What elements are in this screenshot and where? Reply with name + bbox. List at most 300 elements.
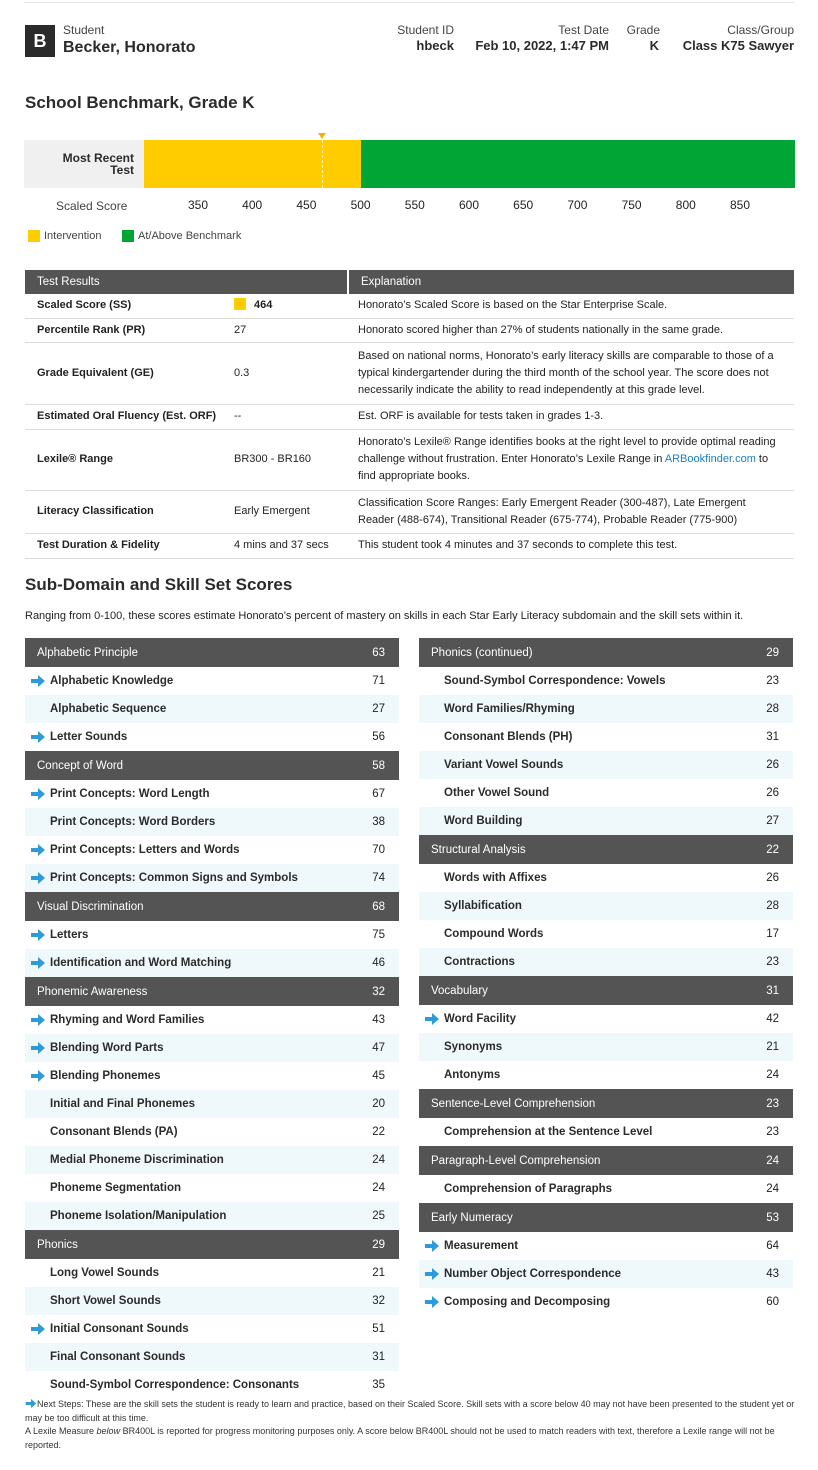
skill-label: Print Concepts: Word Borders xyxy=(50,816,216,828)
skill-name xyxy=(425,1268,621,1280)
subdomain-column-left xyxy=(25,638,399,1399)
legend-benchmark xyxy=(122,230,241,242)
skill-name xyxy=(425,815,522,827)
axis-tick-label: 700 xyxy=(567,198,588,212)
skill-score: 38 xyxy=(372,816,385,828)
arrow-slot xyxy=(425,1013,444,1025)
skill-score: 51 xyxy=(372,1323,385,1335)
skill-name xyxy=(425,1126,652,1138)
next-steps-arrow-icon xyxy=(425,1240,439,1252)
results-row-oral-fluency xyxy=(25,404,794,429)
arrow-slot xyxy=(425,1296,444,1308)
skill-score: 31 xyxy=(372,1351,385,1363)
arrow-slot xyxy=(425,787,444,799)
result-value: BR300 - BR160 xyxy=(230,429,348,490)
arrow-slot xyxy=(425,731,444,743)
next-steps-arrow-icon xyxy=(425,1013,439,1025)
subdomain-name: Early Numeracy xyxy=(431,1211,513,1224)
skill-row xyxy=(25,836,399,864)
skill-score: 23 xyxy=(766,675,779,687)
subdomain-header-structural-analysis xyxy=(419,835,793,864)
subdomain-name: Phonics xyxy=(37,1238,78,1251)
skill-score: 26 xyxy=(766,787,779,799)
skill-name xyxy=(425,1013,516,1025)
skill-name xyxy=(31,844,240,856)
result-explanation: Based on national norms, Honorato’s early literacy skills are comparable to those of a typical kindergartender during the third month of the school year. The score does not necessarily indicate the ability to read independently at this grade level. xyxy=(348,342,794,404)
result-value: 0.3 xyxy=(230,342,348,404)
skill-name xyxy=(425,703,575,715)
result-explanation: Est. ORF is available for tests taken in grades 1-3. xyxy=(348,404,794,429)
skill-name xyxy=(31,1182,181,1194)
result-explanation: Classification Score Ranges: Early Emergent Reader (300-487), Late Emergent Reader (488-674), Transitional Reader (675-774), Probable Reader (775-900) xyxy=(348,490,794,533)
skill-score: 28 xyxy=(766,703,779,715)
skill-score: 27 xyxy=(372,703,385,715)
skill-score: 45 xyxy=(372,1070,385,1082)
skill-row xyxy=(419,807,793,835)
skill-score: 64 xyxy=(766,1240,779,1252)
next-steps-arrow-icon xyxy=(31,1323,45,1335)
arrow-slot xyxy=(31,872,50,884)
skill-label: Comprehension of Paragraphs xyxy=(444,1183,613,1195)
skill-score: 32 xyxy=(372,1295,385,1307)
skill-label: Antonyms xyxy=(444,1069,501,1081)
skill-score: 71 xyxy=(372,675,385,687)
skill-label: Synonyms xyxy=(444,1041,503,1053)
skill-row xyxy=(25,1343,399,1371)
skill-score: 23 xyxy=(766,1126,779,1138)
skill-score: 28 xyxy=(766,900,779,912)
skill-score: 56 xyxy=(372,731,385,743)
skill-name xyxy=(425,956,515,968)
next-steps-arrow-icon xyxy=(31,731,45,743)
test-results-table xyxy=(25,270,794,559)
result-value: Early Emergent xyxy=(230,490,348,533)
next-steps-arrow-icon xyxy=(31,1070,45,1082)
skill-score: 24 xyxy=(372,1154,385,1166)
skill-label: Medial Phoneme Discrimination xyxy=(50,1154,224,1166)
skill-score: 42 xyxy=(766,1013,779,1025)
skill-score: 21 xyxy=(766,1041,779,1053)
skill-label: Initial and Final Phonemes xyxy=(50,1098,196,1110)
result-label: Percentile Rank (PR) xyxy=(25,318,230,342)
skill-score: 31 xyxy=(766,731,779,743)
footnote-lexile xyxy=(25,1425,795,1452)
subdomain-name: Sentence-Level Comprehension xyxy=(431,1097,596,1110)
subdomain-header-concept-of-word xyxy=(25,751,399,780)
skill-row xyxy=(25,1006,399,1034)
skill-row xyxy=(419,1005,793,1033)
intervention-band xyxy=(144,140,361,188)
subdomain-name: Vocabulary xyxy=(431,984,488,997)
result-value: 27 xyxy=(230,318,348,342)
skill-name xyxy=(425,675,666,687)
skill-row xyxy=(419,1118,793,1146)
next-steps-arrow-icon xyxy=(31,872,45,884)
subdomain-group xyxy=(419,976,793,1089)
skill-name xyxy=(425,1041,502,1053)
skill-row xyxy=(419,667,793,695)
skill-label: Long Vowel Sounds xyxy=(50,1267,160,1279)
axis-tick-label: 750 xyxy=(621,198,642,212)
score-marker-triangle xyxy=(318,133,326,139)
skill-row xyxy=(419,1061,793,1089)
arrow-slot xyxy=(31,1014,50,1026)
skill-score: 24 xyxy=(766,1183,779,1195)
subdomain-header-alphabetic-principle xyxy=(25,638,399,667)
skill-label: Contractions xyxy=(444,956,515,968)
arrow-slot xyxy=(31,844,50,856)
skill-name xyxy=(425,1069,500,1081)
skill-score: 75 xyxy=(372,929,385,941)
skill-label: Short Vowel Sounds xyxy=(50,1295,161,1307)
subdomain-score: 63 xyxy=(372,646,385,659)
skill-label: Alphabetic Knowledge xyxy=(50,675,174,687)
skill-score: 60 xyxy=(766,1296,779,1308)
skill-name xyxy=(31,1014,204,1026)
subdomain-header-phonics xyxy=(25,1230,399,1259)
result-label: Estimated Oral Fluency (Est. ORF) xyxy=(25,404,230,429)
arrow-slot xyxy=(425,1240,444,1252)
skill-score: 35 xyxy=(372,1379,385,1391)
arrow-slot xyxy=(31,1182,50,1194)
skill-row xyxy=(25,864,399,892)
benchmark-title: School Benchmark, Grade K xyxy=(25,93,255,112)
subdomain-score: 22 xyxy=(766,843,779,856)
arrow-slot xyxy=(31,1042,50,1054)
skill-score: 46 xyxy=(372,957,385,969)
skill-row xyxy=(25,1034,399,1062)
arrow-slot xyxy=(425,956,444,968)
arrow-slot xyxy=(425,1268,444,1280)
skill-name xyxy=(31,1210,226,1222)
skill-row xyxy=(419,920,793,948)
subdomain-score: 29 xyxy=(766,646,779,659)
skill-label: Comprehension at the Sentence Level xyxy=(444,1126,653,1138)
lexile-explanation-post: to find appropriate books. xyxy=(358,453,769,482)
subdomain-header-sentence-level-comprehension xyxy=(419,1089,793,1118)
axis-tick-label: 400 xyxy=(242,198,263,212)
skill-label: Phoneme Segmentation xyxy=(50,1182,181,1194)
footnote-lexile-pre: A Lexile Measure xyxy=(25,1426,97,1436)
result-explanation: Honorato scored higher than 27% of students nationally in the same grade. xyxy=(348,318,794,342)
subdomain-name: Structural Analysis xyxy=(431,843,526,856)
next-steps-arrow-icon xyxy=(31,844,45,856)
subdomain-score: 53 xyxy=(766,1211,779,1224)
arrow-slot xyxy=(425,872,444,884)
skill-label: Syllabification xyxy=(444,900,522,912)
subdomain-header-paragraph-level-comprehension xyxy=(419,1146,793,1175)
axis-tick-label: 650 xyxy=(513,198,534,212)
subdomain-name: Phonemic Awareness xyxy=(37,985,148,998)
class-group-label: Class/Group xyxy=(727,23,794,37)
skill-score: 21 xyxy=(372,1267,385,1279)
subdomain-name: Phonics (continued) xyxy=(431,646,533,659)
results-header-row xyxy=(25,270,794,294)
skill-label: Measurement xyxy=(444,1240,519,1252)
subdomain-score: 32 xyxy=(372,985,385,998)
skill-label: Blending Phonemes xyxy=(50,1070,161,1082)
student-label: Student xyxy=(63,23,105,37)
top-divider xyxy=(24,2,794,3)
next-steps-arrow-icon xyxy=(31,957,45,969)
result-explanation: This student took 4 minutes and 37 seconds to complete this test. xyxy=(348,533,794,558)
arrow-slot xyxy=(31,1351,50,1363)
subdomain-group xyxy=(419,638,793,835)
skill-row xyxy=(25,1062,399,1090)
arrow-slot xyxy=(31,929,50,941)
skill-label: Rhyming and Word Families xyxy=(50,1014,205,1026)
skill-name xyxy=(425,787,549,799)
skill-row xyxy=(25,1146,399,1174)
legend-intervention xyxy=(28,230,101,242)
arrow-slot xyxy=(31,1295,50,1307)
skill-row xyxy=(419,695,793,723)
skill-row xyxy=(25,1287,399,1315)
arrow-slot xyxy=(31,1323,50,1335)
arrow-slot xyxy=(31,816,50,828)
skill-label: Compound Words xyxy=(444,928,544,940)
result-value: -- xyxy=(230,404,348,429)
result-value xyxy=(230,294,348,318)
subdomain-header-vocabulary xyxy=(419,976,793,1005)
subdomain-name: Visual Discrimination xyxy=(37,900,144,913)
skill-score: 43 xyxy=(766,1268,779,1280)
skill-label: Word Families/Rhyming xyxy=(444,703,575,715)
next-steps-arrow-icon xyxy=(31,675,45,687)
subdomain-score: 24 xyxy=(766,1154,779,1167)
axis-tick-label: 350 xyxy=(187,198,209,212)
legend-benchmark-label: At/Above Benchmark xyxy=(138,230,242,242)
arrow-slot xyxy=(425,928,444,940)
subdomain-group xyxy=(419,1089,793,1146)
skill-label: Word Building xyxy=(444,815,523,827)
skill-label: Consonant Blends (PH) xyxy=(444,731,573,743)
skill-name xyxy=(31,1323,189,1335)
legend-swatch-intervention xyxy=(28,230,40,242)
skill-name xyxy=(31,788,210,800)
axis-tick-label: 600 xyxy=(458,198,480,212)
skill-label: Identification and Word Matching xyxy=(50,957,232,969)
skill-score: 67 xyxy=(372,788,385,800)
axis-tick-label: 550 xyxy=(404,198,425,212)
skill-row xyxy=(419,948,793,976)
result-label: Scaled Score (SS) xyxy=(25,294,230,318)
skill-label: Blending Word Parts xyxy=(50,1042,164,1054)
arrow-slot xyxy=(31,703,50,715)
row-label-line1: Most Recent xyxy=(62,151,134,165)
skill-label: Alphabetic Sequence xyxy=(50,703,167,715)
skill-name xyxy=(31,1295,161,1307)
arrow-slot xyxy=(425,1069,444,1081)
skill-label: Print Concepts: Letters and Words xyxy=(50,844,240,856)
class-group-value: Class K75 Sawyer xyxy=(682,38,794,53)
axis-tick-label: 850 xyxy=(729,198,751,212)
skill-name xyxy=(31,731,127,743)
skill-row xyxy=(25,1090,399,1118)
skill-row xyxy=(25,667,399,695)
benchmark-band xyxy=(361,140,795,188)
arrow-slot xyxy=(425,759,444,771)
arrow-slot xyxy=(31,1379,50,1391)
grade-label: Grade xyxy=(626,23,660,37)
next-steps-arrow-icon xyxy=(25,1399,37,1408)
skill-score: 24 xyxy=(766,1069,779,1081)
arrow-slot xyxy=(425,1041,444,1053)
skill-label: Final Consonant Sounds xyxy=(50,1351,186,1363)
skill-row xyxy=(25,1174,399,1202)
skill-label: Sound-Symbol Correspondence: Consonants xyxy=(50,1379,300,1391)
skill-label: Phoneme Isolation/Manipulation xyxy=(50,1210,227,1222)
arrow-slot xyxy=(425,675,444,687)
skill-name xyxy=(425,1296,610,1308)
subdomain-score: 31 xyxy=(766,984,779,997)
next-steps-arrow-icon xyxy=(425,1296,439,1308)
skill-row xyxy=(419,892,793,920)
next-steps-arrow-icon xyxy=(425,1268,439,1280)
skill-name xyxy=(425,759,563,771)
score-marker-line xyxy=(322,140,323,188)
skill-score: 25 xyxy=(372,1210,385,1222)
skill-label: Initial Consonant Sounds xyxy=(50,1323,189,1335)
results-row-grade-equivalent xyxy=(25,342,794,404)
subdomain-score: 23 xyxy=(766,1097,779,1110)
subdomain-group xyxy=(25,1230,399,1399)
results-row-lexile-range xyxy=(25,429,794,490)
skill-row xyxy=(419,1260,793,1288)
subdomain-name: Concept of Word xyxy=(37,759,124,772)
skill-label: Other Vowel Sound xyxy=(444,787,550,799)
skill-row xyxy=(419,1232,793,1260)
subdomain-group xyxy=(25,751,399,892)
arrow-slot xyxy=(31,1126,50,1138)
results-row-scaled-score xyxy=(25,294,794,318)
skill-row xyxy=(419,864,793,892)
skill-label: Print Concepts: Word Length xyxy=(50,788,210,800)
results-row-test-duration xyxy=(25,533,794,558)
test-date-label: Test Date xyxy=(558,23,609,37)
skill-score: 26 xyxy=(766,759,779,771)
subdomain-header-visual-discrimination xyxy=(25,892,399,921)
next-steps-arrow-icon xyxy=(31,929,45,941)
skill-row xyxy=(25,780,399,808)
skill-row xyxy=(25,808,399,836)
skill-row xyxy=(419,779,793,807)
arrow-slot xyxy=(31,1070,50,1082)
skill-name xyxy=(31,1267,159,1279)
subdomain-header-early-numeracy xyxy=(419,1203,793,1232)
arrow-slot xyxy=(31,788,50,800)
student-name: Becker, Honorato xyxy=(63,39,196,56)
skill-label: Sound-Symbol Correspondence: Vowels xyxy=(444,675,666,687)
subdomain-name: Alphabetic Principle xyxy=(37,646,139,659)
result-label: Literacy Classification xyxy=(25,490,230,533)
skill-label: Consonant Blends (PA) xyxy=(50,1126,178,1138)
skill-row xyxy=(25,921,399,949)
axis-tick-label: 500 xyxy=(350,198,371,212)
skill-score: 24 xyxy=(372,1182,385,1194)
footnote-lexile-em: below xyxy=(96,1426,121,1436)
skill-name xyxy=(31,957,231,969)
skill-label: Print Concepts: Common Signs and Symbols xyxy=(50,872,298,884)
skill-name xyxy=(31,703,166,715)
footnote-lexile-post: BR400L is reported for progress monitoring purposes only. A score below BR400L should not be used to match readers with text, therefore a Lexile range will not be reported. xyxy=(25,1426,775,1450)
results-row-percentile-rank xyxy=(25,318,794,342)
skill-name xyxy=(425,900,522,912)
axis-tick-label: 450 xyxy=(296,198,317,212)
subdomain-name: Paragraph-Level Comprehension xyxy=(431,1154,601,1167)
benchmark-row-label xyxy=(24,140,144,188)
skill-name xyxy=(31,1126,178,1138)
skill-label: Words with Affixes xyxy=(444,872,547,884)
skill-name xyxy=(425,872,547,884)
arrow-slot xyxy=(31,1154,50,1166)
arrow-slot xyxy=(425,815,444,827)
subdomain-group xyxy=(25,638,399,751)
test-date-value: Feb 10, 2022, 1:47 PM xyxy=(475,38,609,53)
arrow-slot xyxy=(425,1183,444,1195)
lexile-explanation-pre: Honorato’s Lexile® Range identifies books at the right level to provide optimal reading challenge without frustration. Enter Honorato’s Lexile Range in xyxy=(358,436,776,465)
arbookfinder-link[interactable]: ARBookfinder.com xyxy=(664,453,756,465)
axis-tick-label: 800 xyxy=(675,198,696,212)
result-label: Test Duration & Fidelity xyxy=(25,533,230,558)
scaled-score-swatch xyxy=(234,298,246,310)
result-value: 4 mins and 37 secs xyxy=(230,533,348,558)
skill-label: Composing and Decomposing xyxy=(444,1296,611,1308)
skill-name xyxy=(425,928,543,940)
skill-score: 70 xyxy=(372,844,385,856)
skill-score: 27 xyxy=(766,815,779,827)
skill-row xyxy=(419,751,793,779)
subdomain-header-phonics-continued xyxy=(419,638,793,667)
skill-label: Word Facility xyxy=(444,1013,516,1025)
next-steps-arrow-icon xyxy=(31,788,45,800)
arrow-slot xyxy=(31,1098,50,1110)
subdomain-group xyxy=(25,892,399,977)
skill-label: Variant Vowel Sounds xyxy=(444,759,564,771)
skill-name xyxy=(31,1379,299,1391)
skill-row xyxy=(25,1259,399,1287)
subdomain-description: Ranging from 0-100, these scores estimate Honorato’s percent of mastery on skills in each Star Early Literacy subdomain and the skill sets within it. xyxy=(25,610,744,622)
skill-row xyxy=(25,723,399,751)
result-explanation xyxy=(348,429,794,490)
arrow-slot xyxy=(31,675,50,687)
next-steps-arrow-icon xyxy=(31,1042,45,1054)
subdomain-group xyxy=(419,1203,793,1316)
results-header-test-results: Test Results xyxy=(25,270,348,294)
skill-name xyxy=(31,1042,164,1054)
skill-name xyxy=(425,1183,612,1195)
skill-label: Letter Sounds xyxy=(50,731,128,743)
subdomain-score: 68 xyxy=(372,900,385,913)
skill-row xyxy=(25,1315,399,1343)
skill-label: Number Object Correspondence xyxy=(444,1268,622,1280)
legend-intervention-label: Intervention xyxy=(44,230,102,242)
subdomain-score: 29 xyxy=(372,1238,385,1251)
scaled-score-value: 464 xyxy=(254,299,273,312)
skill-score: 23 xyxy=(766,956,779,968)
skill-score: 74 xyxy=(372,872,385,884)
result-label: Grade Equivalent (GE) xyxy=(25,342,230,404)
arrow-slot xyxy=(31,1267,50,1279)
arrow-slot xyxy=(425,900,444,912)
skill-name xyxy=(31,1070,161,1082)
subdomain-title: Sub-Domain and Skill Set Scores xyxy=(25,575,293,594)
result-explanation: Honorato’s Scaled Score is based on the Star Enterprise Scale. xyxy=(348,294,794,318)
arrow-slot xyxy=(425,1126,444,1138)
footnote-next-steps xyxy=(25,1398,795,1425)
subdomain-group xyxy=(25,977,399,1230)
skill-row xyxy=(25,949,399,977)
